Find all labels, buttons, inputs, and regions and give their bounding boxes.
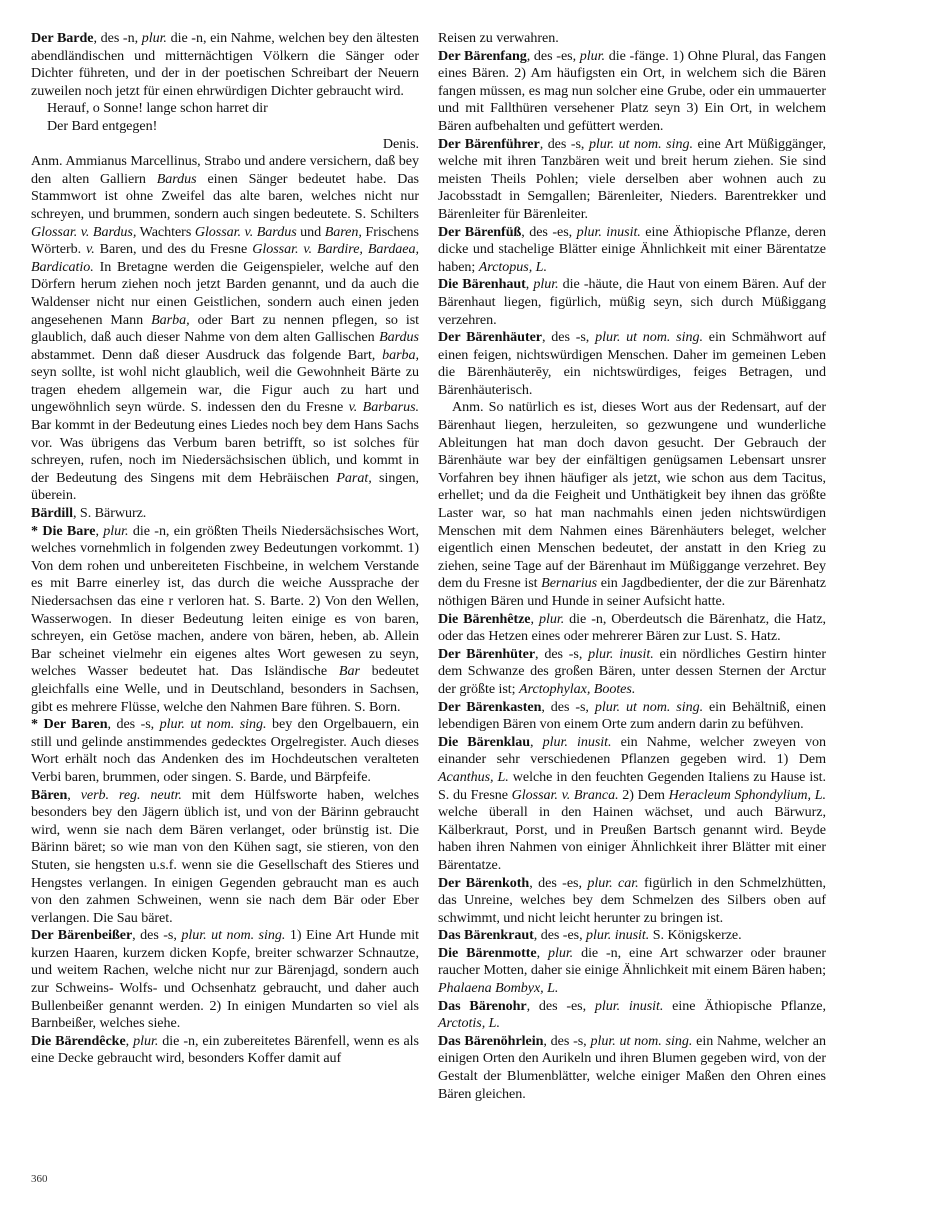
entry-text: und	[296, 223, 325, 240]
dictionary-entry	[438, 734, 826, 875]
entry-text: , des -s,	[539, 135, 589, 152]
entry-text: , des -s,	[542, 329, 596, 346]
entry-text: , des -s,	[132, 927, 182, 944]
entry-text: In Bretagne werden die Geigenspieler, welche auf den Dörfern herum ziehen noch jetzt Barden genannt, und da auch die Waldenser nicht nur einen Geistlichen, sondern auch einen jeden angesehenen Mann	[31, 258, 419, 328]
entry-text: Frischens Wörterb.	[31, 223, 419, 258]
italic-term: plur. inusit.	[586, 927, 650, 944]
italic-term: Bernarius	[541, 575, 598, 592]
entry-text: ein nördliches Gestirn hinter dem Schwanze des großen Bären, unter dessen Sternen der Arctur der größte ist;	[438, 645, 826, 697]
entry-text: bey den Orgelbauern, ein still und gelinde anstimmendes gedecktes Orgelregister. Auch dieses Wort erhält noch das Andenken des im Hochdeutschen veralteten Verbi baren, brummen, oder singen. S. Barde, und Bärpfeife.	[31, 716, 419, 785]
italic-term: plur.	[547, 944, 574, 961]
entry-text: Reisen zu verwahren.	[438, 30, 559, 46]
entry-text: die -n, ein zubereitetes Bärenfell, wenn es als eine Decke gebraucht wird, besonders Koffer damit auf	[31, 1032, 419, 1067]
dictionary-entry	[438, 136, 826, 224]
italic-term: plur. ut nom. sing.	[181, 927, 286, 944]
page-number: 360	[31, 1173, 48, 1185]
entry-text: Wachters	[136, 223, 195, 240]
dictionary-entry	[438, 276, 826, 329]
italic-term: Glossar. v. Bardus	[194, 223, 297, 240]
headword: Der Bärenhüter	[438, 645, 536, 662]
italic-term: v. Barbarus.	[348, 399, 419, 416]
italic-term: Glossar. v. Bardus,	[31, 223, 137, 240]
entry-text: ein Schmähwort auf einen feigen, nichtswürdigen Menschen. Daher im gemeinen Leben die Bärenhäuterēy, ein nichtswürdiges, feiges Betragen, und Bärenhäuterisch.	[438, 329, 826, 398]
entry-text: eine Äthiopische Pflanze,	[663, 997, 826, 1014]
entry-text: die -häute, die Haut von einem Bären. Auf der Bärenhaut liegen, figürlich, müßig seyn, sich durch Müßiggang verzehren.	[438, 276, 826, 328]
italic-term: Phalaena Bombyx, L.	[438, 980, 559, 997]
dictionary-entry	[31, 505, 419, 523]
entry-text: ,	[95, 522, 104, 539]
headword: Die Bärenhaut	[438, 276, 526, 293]
headword: * Der Baren	[31, 716, 108, 733]
headword: Das Bärenohr	[438, 997, 527, 1014]
entry-text: , des -s,	[107, 716, 160, 733]
headword: Die Bärenmotte	[438, 944, 537, 961]
entry-text: Baren, und des du Fresne	[94, 241, 253, 258]
italic-term: Arctophylax, Bootes.	[519, 680, 636, 697]
italic-term: Arctopus, L.	[478, 258, 547, 275]
dictionary-entry	[438, 48, 826, 136]
italic-term: plur.	[533, 276, 559, 293]
dictionary-entry	[31, 30, 419, 100]
entry-text: mit dem Hülfsworte haben, welches besonders bey den Jägern üblich ist, und von der Bärinn gebraucht wird, wenn sie nach dem Bären verlanget, oder brünstig ist. Die Bärinn bäret; so wie man von den Kühen sagt, sie stieren, von den Stuten, sie hengsten u.s.f. wenn sie die Gesellschaft des Stieres und Hengstes verlangen. In einigen Gegenden gebraucht man es auch von den zahmen Schweinen, wenn sie nach dem Bär oder Eber verlangen. Die Sau bäret.	[31, 786, 420, 926]
dictionary-entry	[438, 30, 826, 48]
entry-text: , des -es,	[526, 47, 580, 64]
entry-text: die -n, ein größten Theils Niedersächsisches Wort, welches vornehmlich in folgenden zwey Bedeutungen vorkommt. 1) Von dem rohen und unbereiteten Fischbeine, in welchem Verstande es mit Barre einerley ist, das durch die weiche Aussprache der Niedersachsen das eine r verloren hat. S. Barte. 2) Von den Wellen, Wasserwogen. In dieser Bedeutung leiten einige es von baren, schreyen, ein Getöse machen, andere von bären, heben, ab. Allein Bar scheinet vielmehr ein eigenes altes Wort gewesen zu seyn, welches Wasser bedeutet hat. Das Isländische	[31, 522, 419, 680]
entry-text: eine Äthiopische Pflanze, deren dicke und stachelige Blätter einige Ähnlichkeit mit einer Bärentatze haben;	[438, 223, 826, 275]
entry-text: die -n, Oberdeutsch die Bärenhatz, die Hatz, oder das Hetzen eines oder mehrerer Bären zur Lust. S. Hatz.	[438, 610, 826, 645]
italic-term: plur.	[538, 610, 565, 627]
entry-text: ein Nahme, welcher an einigen Orten den Aurikeln und ihren Blumen gegeben wird, von der Gestalt der Blumenblätter, welche einiger Maßen den Ohren eines Bären gleichen.	[438, 1032, 826, 1102]
left-column	[31, 30, 419, 1068]
entry-text: oder Bart zu nennen pflegen, so ist glaublich, daß auch dieser Nahme von dem alten Gallischen	[31, 311, 419, 346]
entry-text: die -n, ein Nahme, welchen bey den ältesten abendländischen und mitternächtigen Völkern die Sänger oder Dichter führeten, und der in der poetischen Schreibart der Neuern zuweilen noch jetzt für einen ehrwürdigen Dichter gebraucht wird.	[31, 30, 419, 99]
dictionary-entry	[31, 787, 419, 928]
headword: Die Bärenklau	[438, 733, 531, 750]
italic-term: verb. reg. neutr.	[80, 786, 182, 803]
headword: Die Bärenhêtze	[438, 610, 531, 627]
italic-term: Heracleum Sphondylium, L.	[668, 786, 826, 803]
italic-term: barba,	[382, 346, 419, 363]
headword: * Die Bare	[31, 522, 96, 539]
entry-text: Bar kommt in der Bedeutung eines Liedes noch bey dem Hans Sachs vor. Was übrigens das Verbum baren betrifft, so ist solches für schreyen, rufen, noch im Niedersächsischen üblich, und kommt in der Bedeutung des Singens mit dem Hebräischen	[31, 417, 419, 486]
headword: Bären	[31, 786, 68, 803]
entry-text: ein Jagdbedienter, der die zur Bärenhatz nöthigen Bären und Hunde in seiner Aufsicht hatte.	[438, 575, 826, 609]
entry-text: , des -es,	[526, 997, 595, 1014]
entry-text: , des -n,	[93, 30, 142, 46]
entry-text: , des -s,	[535, 645, 589, 662]
italic-term: Bar	[338, 663, 360, 680]
entry-text: ,	[536, 944, 548, 961]
dictionary-entry	[438, 945, 826, 998]
entry-text: S. Königskerze.	[649, 927, 742, 944]
italic-term: Bardus	[156, 170, 197, 187]
headword: Der Bärenfang	[438, 47, 527, 64]
entry-text: welche überall in den Hainen wächset, und auch Bärwurz, Kälberkraut, Porst, und in Preußen Bartsch genannt wird. Beyde haben ihren Nahmen von einiger Ähnlichkeit ihrer Blätter mit einer Bärentatze.	[438, 804, 826, 873]
headword: Der Barde	[31, 30, 94, 46]
dictionary-entry	[438, 1033, 826, 1103]
italic-term: plur.	[133, 1032, 159, 1049]
italic-term: plur.	[579, 47, 606, 64]
right-column	[438, 30, 826, 1103]
dictionary-entry	[438, 927, 826, 945]
italic-term: Glossar. v. Branca.	[511, 786, 619, 803]
italic-term: plur. inusit.	[576, 223, 641, 240]
italic-term: plur. ut nom. sing.	[159, 716, 267, 733]
entry-text: , des -s,	[543, 1032, 591, 1049]
dictionary-entry	[438, 699, 826, 734]
italic-term: plur. inusit.	[542, 733, 612, 750]
entry-text: 2) Dem	[618, 786, 669, 803]
entry-text: Der Bard entgegen!	[47, 117, 158, 134]
italic-term: Glossar. v. Bardire, Bardaea, Bardicatio.	[31, 241, 419, 275]
verse-line	[31, 118, 419, 136]
headword: Der Bärenkasten	[438, 698, 542, 715]
entry-text: ,	[530, 733, 543, 750]
headword: Der Bärenkoth	[438, 874, 530, 891]
italic-term: plur. inusit.	[594, 997, 664, 1014]
entry-text: ,	[67, 786, 81, 803]
entry-text: eine Art Müßiggänger, welche mit ihren Tanzbären weit und breit herum ziehen. Sie sind meisten Theils Pohlen; viele derselben aber wohnen auch zu Jacobsstadt in Semgallen; Bärenleiter, Nieders. Barentrekker und Bärenleiter für Bärenleiter.	[438, 135, 826, 222]
dictionary-entry	[31, 716, 419, 786]
italic-term: Barba,	[151, 311, 190, 328]
dictionary-entry	[438, 224, 826, 277]
entry-text: figürlich in den Schmelzhütten, das Unreine, welches bey dem Schmelzen des Silbers oben auf schwimmt, und nicht leicht herunter zu bringen ist.	[438, 874, 826, 926]
entry-text: 1) Eine Art Hunde mit kurzen Haaren, kurzem dicken Kopfe, breiter schwarzer Schnautze, und weitem Rachen, welche nicht nur zur Bärenjagd, sondern auch zur Schweins- Wolfs- und Ochsenhatz gebraucht, und daher auch Bullenbeißer genannt werden. 2) In einigen Mundarten so viel als Barnbeißer, welches siehe.	[31, 927, 419, 1032]
italic-term: plur. inusit.	[588, 645, 654, 662]
dictionary-entry	[31, 927, 419, 1033]
italic-term: Bardus	[379, 329, 419, 346]
headword: Der Bärenbeißer	[31, 927, 133, 944]
entry-text: , S. Bärwurz.	[72, 505, 147, 522]
entry-text: einen Sänger bedeutet habe. Das Stammwort ist ohne Zweifel das alte baren, welches nicht nur schreyen, und brummen, sondern auch singen bedeutete. S. Schilters	[31, 170, 419, 222]
italic-term: plur. ut nom. sing.	[588, 135, 693, 152]
dictionary-entry	[438, 329, 826, 399]
entry-text: ,	[525, 276, 534, 293]
entry-text: die -n, eine Art schwarzer oder brauner raucher Motten, daher sie einige Ähnlichkeit mit einem Bären haben;	[438, 944, 826, 979]
italic-term: v.	[86, 241, 95, 258]
entry-text: Denis.	[382, 135, 419, 152]
dictionary-entry	[31, 523, 419, 717]
author-signature	[31, 136, 419, 154]
entry-text: , des -es,	[529, 874, 588, 891]
entry-text: ein Behältniß, einen lebendigen Bären von einem Orte zum andern darin zu befühven.	[438, 698, 826, 733]
verse-line	[31, 100, 419, 118]
headword: Der Bärenführer	[438, 135, 540, 152]
italic-term: Parat,	[336, 469, 372, 486]
dictionary-entry	[31, 153, 419, 505]
headword: Der Bärenfüß	[438, 223, 522, 240]
italic-term: plur. ut nom. sing.	[590, 1032, 693, 1049]
entry-text: seyn sollte, ist wohl nicht glaublich, weil die Gewohnheit Bärte zu tragen ehedem allgemein war, die Figur auch zu hart und ungewöhnlich seyn würde. S. indessen den du Fresne	[31, 364, 419, 416]
headword: Der Bärenhäuter	[438, 329, 543, 346]
entry-text: die -fänge. 1) Ohne Plural, das Fangen eines Bären. 2) Am häufigsten ein Ort, in welchem sich die Bären fangen müssen, es mag nun solcher eine Grube, oder ein ummauerter und mit Fallthüren versehener Platz seyn 3) Ein Ort, in welchem Bären aufbehalten und gefüttert werden.	[438, 47, 826, 134]
dictionary-entry	[438, 611, 826, 646]
entry-text: ein Nahme, welcher zweyen von einander sehr verschiedenen Pflanzen gegeben wird. 1) Dem	[438, 733, 826, 768]
entry-text: ,	[125, 1032, 134, 1049]
entry-text: , des -es,	[521, 223, 577, 240]
italic-term: plur.	[103, 522, 129, 539]
entry-text: bedeutet gleichfalls eine Welle, und in Deutschland, besonders in Sachsen, gibt es mehrere Flüsse, welche den Nahmen Bare führen. S. Born.	[31, 663, 419, 715]
dictionary-entry	[438, 875, 826, 928]
dictionary-entry	[438, 646, 826, 699]
entry-text: Herauf, o Sonne! lange schon harret dir	[47, 100, 268, 117]
entry-text: , des -es,	[533, 927, 587, 944]
entry-text: Anm. Ammianus Marcellinus, Strabo und andere versichern, daß bey den alten Galliern	[31, 153, 419, 187]
italic-term: plur. ut nom. sing.	[594, 698, 704, 715]
entry-text: welche in den feuchten Gegenden Italiens zu Hause ist. S. du Fresne	[438, 768, 826, 803]
italic-term: Acanthus, L.	[438, 768, 509, 785]
italic-term: Baren,	[324, 223, 362, 240]
headword: Das Bärenkraut	[438, 927, 534, 944]
headword: Die Bärendêcke	[31, 1032, 126, 1049]
dictionary-entry	[438, 399, 826, 610]
entry-text: singen, überein.	[31, 469, 419, 504]
headword: Bärdill	[31, 505, 73, 522]
dictionary-entry	[438, 998, 826, 1033]
entry-text: Anm. So natürlich es ist, dieses Wort aus der Redensart, auf der Bärenhaut liegen, herzuleiten, so gezwungene und wunderliche Ableitungen hat man doch davon gesucht. Der Gebrauch der Bärenhäute war bey der einfältigen genügsamen Lebensart unsrer Vorfahren bey ihnen häufiger als jetzt, wie schon aus dem Tacitus, erhellet; und da die Feigheit und Unthätigkeit bey ihnen das größte Laster war, so hat man nachmahls einen jeden nichtswürdigen Menschen mit dem Nahmen eines Bärenhäuters beleget, welcher eigentlich einen Menschen bedeutet, der anstatt in den Krieg zu ziehen, seine Tage auf der Bärenhaut im Müßiggange verzehret. Bey dem du Fresne ist	[438, 399, 826, 592]
italic-term: plur.	[141, 30, 167, 46]
entry-text: abstammet. Denn daß dieser Ausdruck das folgende Bart,	[31, 346, 383, 363]
italic-term: plur. ut nom. sing.	[595, 329, 703, 346]
italic-term: Arctotis, L.	[438, 1015, 500, 1032]
entry-text: , des -s,	[541, 698, 595, 715]
dictionary-entry	[31, 1033, 419, 1068]
italic-term: plur. car.	[587, 874, 639, 891]
headword: Das Bärenöhrlein	[438, 1032, 544, 1049]
entry-text: ,	[530, 610, 539, 627]
